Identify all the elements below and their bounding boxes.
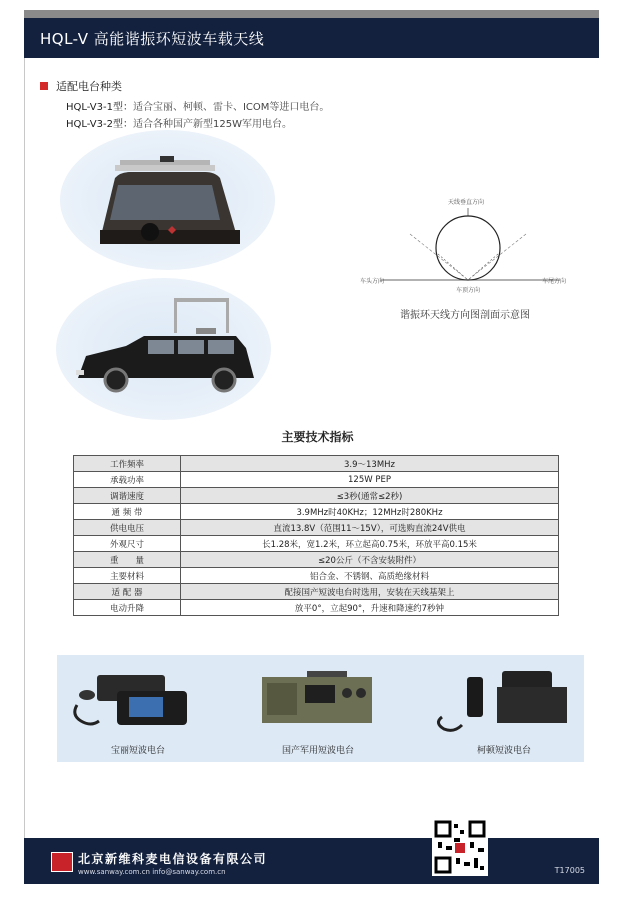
table-row xyxy=(74,520,559,536)
equipment-caption: 国产军用短波电台 xyxy=(281,746,354,756)
spec-value: 3.9MHz时40KHz；12MHz时280KHz xyxy=(181,504,559,520)
model-line-1 xyxy=(66,98,329,113)
spec-label: 通 频 带 xyxy=(74,504,181,520)
vehicle-photo-folded xyxy=(60,130,275,270)
spec-label: 调谐速度 xyxy=(74,488,181,504)
section-heading-text: 适配电台种类 xyxy=(56,80,122,93)
spec-value: 直流13.8V（范围11～15V），可选购直流24V供电 xyxy=(181,520,559,536)
table-row xyxy=(74,584,559,600)
page-footer xyxy=(24,838,599,884)
spec-value: 125W PEP xyxy=(181,472,559,488)
spec-value: ≤3秒(通常≤2秒) xyxy=(181,488,559,504)
top-gray-bar xyxy=(24,10,599,18)
qr-code-image xyxy=(434,820,486,874)
red-square-bullet-icon xyxy=(40,82,48,90)
table-row xyxy=(74,536,559,552)
spec-value: ≤20公斤（不含安装附件） xyxy=(181,552,559,568)
diagram-top-label: 天线垂直方向 xyxy=(448,199,485,206)
equipment-caption: 柯顿短波电台 xyxy=(476,746,531,756)
table-row xyxy=(74,600,559,616)
left-margin-line xyxy=(24,58,25,838)
spec-label: 工作频率 xyxy=(74,456,181,472)
spec-label: 电动升降 xyxy=(74,600,181,616)
radio-equipment-images xyxy=(57,655,584,745)
table-row xyxy=(74,488,559,504)
contact-info: www.sanway.com.cn info@sanway.com.cn xyxy=(78,868,226,876)
model-code: HQL-V3-2型： xyxy=(66,119,133,130)
table-row xyxy=(74,456,559,472)
spec-label: 主要材料 xyxy=(74,568,181,584)
spec-label: 供电电压 xyxy=(74,520,181,536)
diagram-left-label: 车头方向 xyxy=(360,278,385,285)
spec-value: 长1.28米，宽1.2米，环立起高0.75米，环放平高0.15米 xyxy=(181,536,559,552)
spec-value: 放平0°，立起90°，升速和降速约7秒钟 xyxy=(181,600,559,616)
spec-table xyxy=(73,455,559,616)
radiation-pattern-diagram xyxy=(360,190,590,300)
document-number: T17005 xyxy=(554,866,585,875)
spec-label: 适 配 器 xyxy=(74,584,181,600)
suv-rear-image xyxy=(60,130,275,270)
model-line-2 xyxy=(66,115,292,130)
diagram-caption: 谐振环天线方向图剖面示意图 xyxy=(400,310,530,321)
diagram-bottom-label: 车顶方向 xyxy=(456,287,481,294)
table-row xyxy=(74,568,559,584)
spec-title: 主要技术指标 xyxy=(281,430,354,444)
spec-label: 承载功率 xyxy=(74,472,181,488)
model-desc: 适合各种国产新型125W军用电台。 xyxy=(132,119,292,130)
radiation-pattern-svg xyxy=(360,190,590,300)
company-name: 北京新维科麦电信设备有限公司 xyxy=(78,852,268,866)
spec-label: 重 量 xyxy=(74,552,181,568)
equipment-caption: 宝丽短波电台 xyxy=(110,746,165,756)
table-row xyxy=(74,552,559,568)
table-row xyxy=(74,472,559,488)
section-heading xyxy=(40,78,122,94)
page-title: HQL-V 高能谐振环短波车载天线 xyxy=(40,30,265,48)
table-row xyxy=(74,504,559,520)
spec-value: 铝合金、不锈钢、高质绝缘材料 xyxy=(181,568,559,584)
suv-side-image xyxy=(56,278,271,420)
spec-label: 外观尺寸 xyxy=(74,536,181,552)
spec-value: 配接国产短波电台时选用，安装在天线基架上 xyxy=(181,584,559,600)
spec-value: 3.9～13MHz xyxy=(181,456,559,472)
diagram-right-label: 车尾方向 xyxy=(542,278,567,285)
model-code: HQL-V3-1型： xyxy=(66,102,133,113)
company-logo-icon xyxy=(51,852,73,872)
page-header xyxy=(24,18,599,58)
vehicle-photo-raised xyxy=(56,278,271,420)
model-desc: 适合宝丽、柯顿、雷卡、ICOM等进口电台。 xyxy=(132,102,330,113)
qr-code-icon xyxy=(432,818,488,876)
